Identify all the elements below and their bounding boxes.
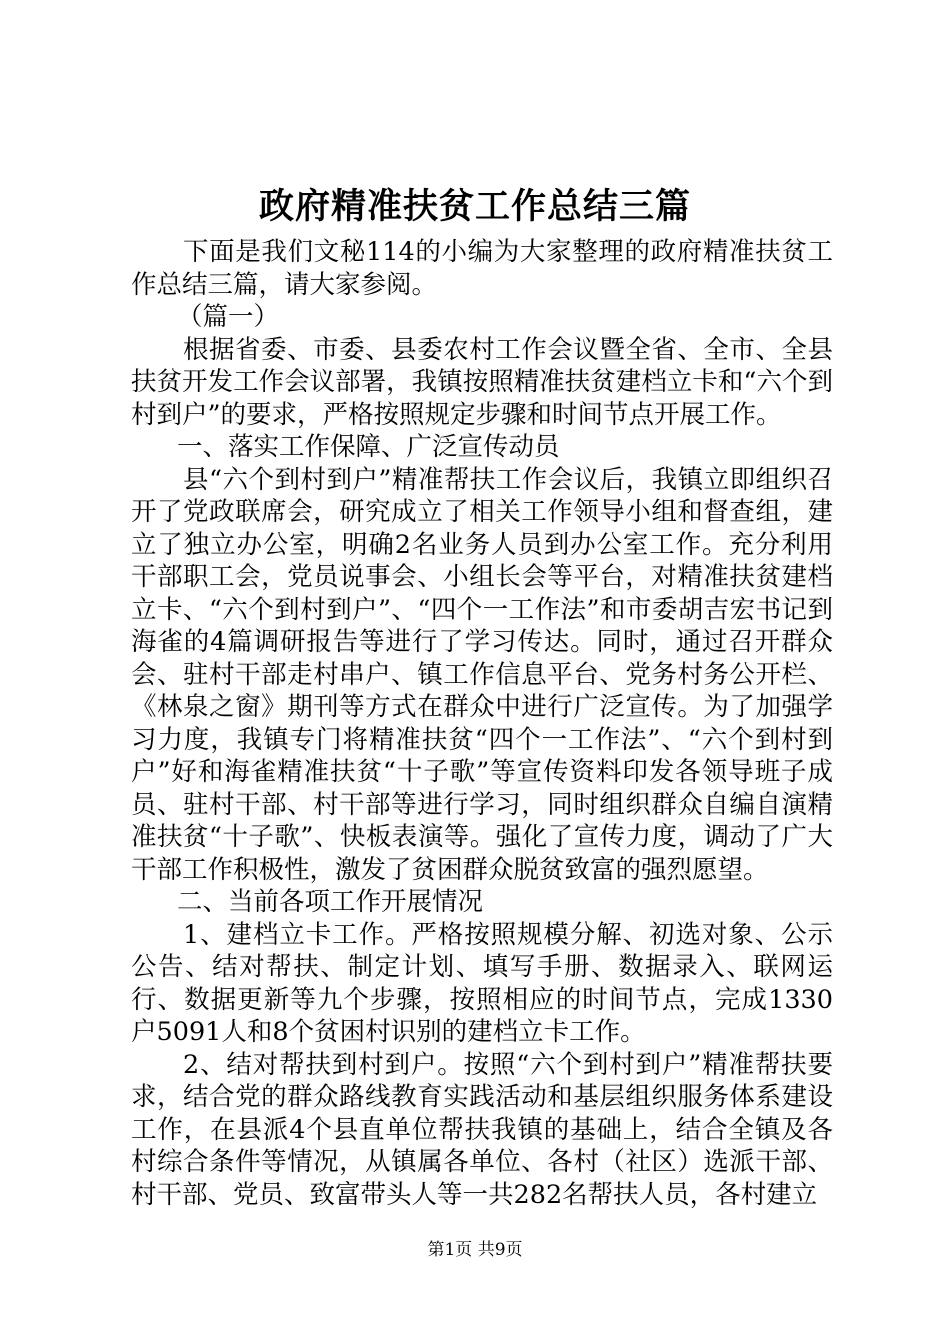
section-label-part-one: （篇一） xyxy=(177,302,280,332)
intro-paragraph: 下面是我们文秘114的小编为大家整理的政府精准扶贫工作总结三篇，请大家参阅。 xyxy=(131,237,833,300)
document-body xyxy=(131,236,833,1211)
section-heading-1: 一、落实工作保障、广泛宣传动员 xyxy=(177,432,560,462)
document-title: 政府精准扶贫工作总结三篇 xyxy=(258,186,691,227)
section-heading-2: 二、当前各项工作开展情况 xyxy=(177,887,484,917)
body-paragraph: 根据省委、市委、县委农村工作会议暨全省、全市、全县扶贫开发工作会议部署，我镇按照精准扶贫建档立卡和“六个到村到户”的要求，严格按照规定步骤和时间节点开展工作。 xyxy=(131,334,833,430)
page-number-footer: 第1页 共9页 xyxy=(427,1240,523,1260)
body-paragraph: 县“六个到村到户”精准帮扶工作会议后，我镇立即组织召开了党政联席会，研究成立了相关工作领导小组和督查组，建立了独立办公室，明确2名业务人员到办公室工作。充分利用干部职工会，党员说事会、小组长会等平台，对精准扶贫建档立卡、“六个到村到户”、“四个一工作法”和市委胡吉宏书记到海雀的4篇调研报告等进行了学习传达。同时，通过召开群众会、驻村干部走村串户、镇工作信息平台、党务村务公开栏、《林泉之窗》期刊等方式在群众中进行广泛宣传。为了加强学习力度，我镇专门将精准扶贫“四个一工作法”、“六个到村到户”好和海雀精准扶贫“十子歌”等宣传资料印发各领导班子成员、驻村干部、村干部等进行学习，同时组织群众自编自演精准扶贫“十子歌”、快板表演等。强化了宣传力度，调动了广大干部工作积极性，激发了贫困群众脱贫致富的强烈愿望。 xyxy=(131,464,833,885)
body-paragraph: 2、结对帮扶到村到户。按照“六个到村到户”精准帮扶要求，结合党的群众路线教育实践活动和基层组织服务体系建设工作，在县派4个县直单位帮扶我镇的基础上，结合全镇及各村综合条件等情况，从镇属各单位、各村（社区）选派干部、村干部、党员、致富带头人等一共282名帮扶人员，各村建立 xyxy=(131,1049,833,1210)
body-paragraph: 1、建档立卡工作。严格按照规模分解、初选对象、公示公告、结对帮扶、制定计划、填写手册、数据录入、联网运行、数据更新等九个步骤，按照相应的时间节点，完成1330户5091人和8个贫困村识别的建档立卡工作。 xyxy=(131,919,833,1047)
